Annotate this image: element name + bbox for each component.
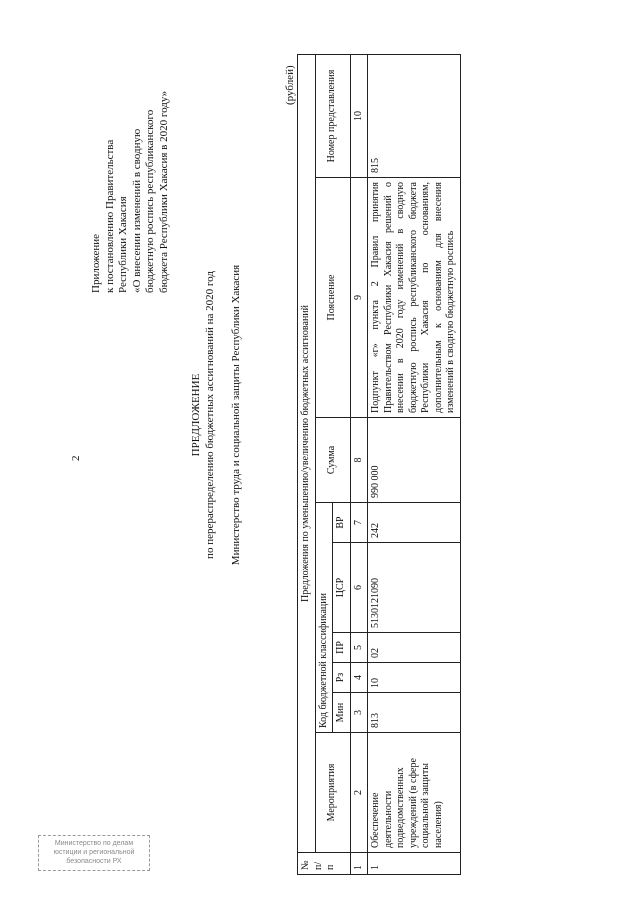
row-num: 1: [368, 853, 461, 875]
stamp-line: безопасности РХ: [66, 858, 122, 865]
col-number: 2: [350, 733, 368, 853]
header-code: Код бюджетной классификации: [315, 503, 333, 733]
document-title: [190, 235, 244, 595]
col-number: 4: [350, 663, 368, 693]
header-sum: Сумма: [315, 418, 350, 503]
header-proposals: Предложения по уменьшению/увеличению бюджетных ассигнований: [298, 54, 316, 852]
col-number: 3: [350, 693, 368, 733]
col-number: 9: [350, 178, 368, 418]
header-csr: ЦСР: [333, 543, 351, 633]
row-sum: 990 000: [368, 418, 461, 503]
proposal-table: [297, 54, 461, 875]
header-explanation: Пояснение: [315, 178, 350, 418]
header-num: № п/п: [298, 853, 351, 875]
header-representation: Номер представления: [315, 54, 350, 177]
table-header-row: [298, 54, 316, 874]
row-rz: 10: [368, 663, 461, 693]
row-vr: 242: [368, 503, 461, 543]
title-subline: по перераспределению бюджетных ассигнований на 2020 год: [203, 271, 216, 559]
row-representation: 815: [368, 54, 461, 177]
col-number: 5: [350, 633, 368, 663]
header-min: Мин: [333, 693, 351, 733]
header-rz: Рз: [333, 663, 351, 693]
unit-label: (рублей): [284, 65, 296, 105]
header-pr: ПР: [333, 633, 351, 663]
col-number: 10: [350, 54, 368, 177]
col-number: 8: [350, 418, 368, 503]
appendix-line: «О внесении изменений в сводную: [130, 128, 143, 293]
col-number: 6: [350, 543, 368, 633]
ministry-name: Министерство труда и социальной защиты Республики Хакасия: [230, 264, 242, 566]
row-min: 813: [368, 693, 461, 733]
row-pr: 02: [368, 633, 461, 663]
stamp-line: юстиции и региональной: [53, 849, 135, 856]
registration-stamp: [38, 835, 150, 871]
column-number-row: [350, 54, 368, 874]
col-number: 1: [350, 853, 368, 875]
row-activity: Обеспечение деятельности подведомственных учреждений (в сфере социальной защиты населения): [368, 733, 461, 853]
appendix-line: Республики Хакасия: [117, 196, 129, 293]
page-number: 2: [70, 455, 82, 461]
title-heading: ПРЕДЛОЖЕНИЕ: [190, 373, 202, 457]
appendix-line: к постановлению Правительства: [103, 139, 116, 293]
row-explanation: Подпункт «г» пункта 2 Правил принятия Правительством Республики Хакасия решений о внесении в 2020 году изменений в сводную бюджетную роспись республиканского бюджета Республики Хакасия по основаниям, дополнительным к основаниям для внесения изменений в сводную бюджетную роспись: [368, 178, 461, 418]
stamp-line: Министерство по делам: [54, 840, 134, 847]
table-row: [368, 54, 461, 874]
row-csr: 5130121090: [368, 543, 461, 633]
appendix-line: Приложение: [90, 233, 102, 293]
appendix-block: [90, 91, 171, 293]
col-number: 7: [350, 503, 368, 543]
header-vr: ВР: [333, 503, 351, 543]
table-header-row: [315, 54, 333, 874]
header-activities: Мероприятия: [315, 733, 350, 853]
appendix-line: бюджета Республики Хакасия в 2020 году»: [157, 90, 170, 293]
appendix-line: бюджетную роспись республиканского: [144, 109, 156, 293]
